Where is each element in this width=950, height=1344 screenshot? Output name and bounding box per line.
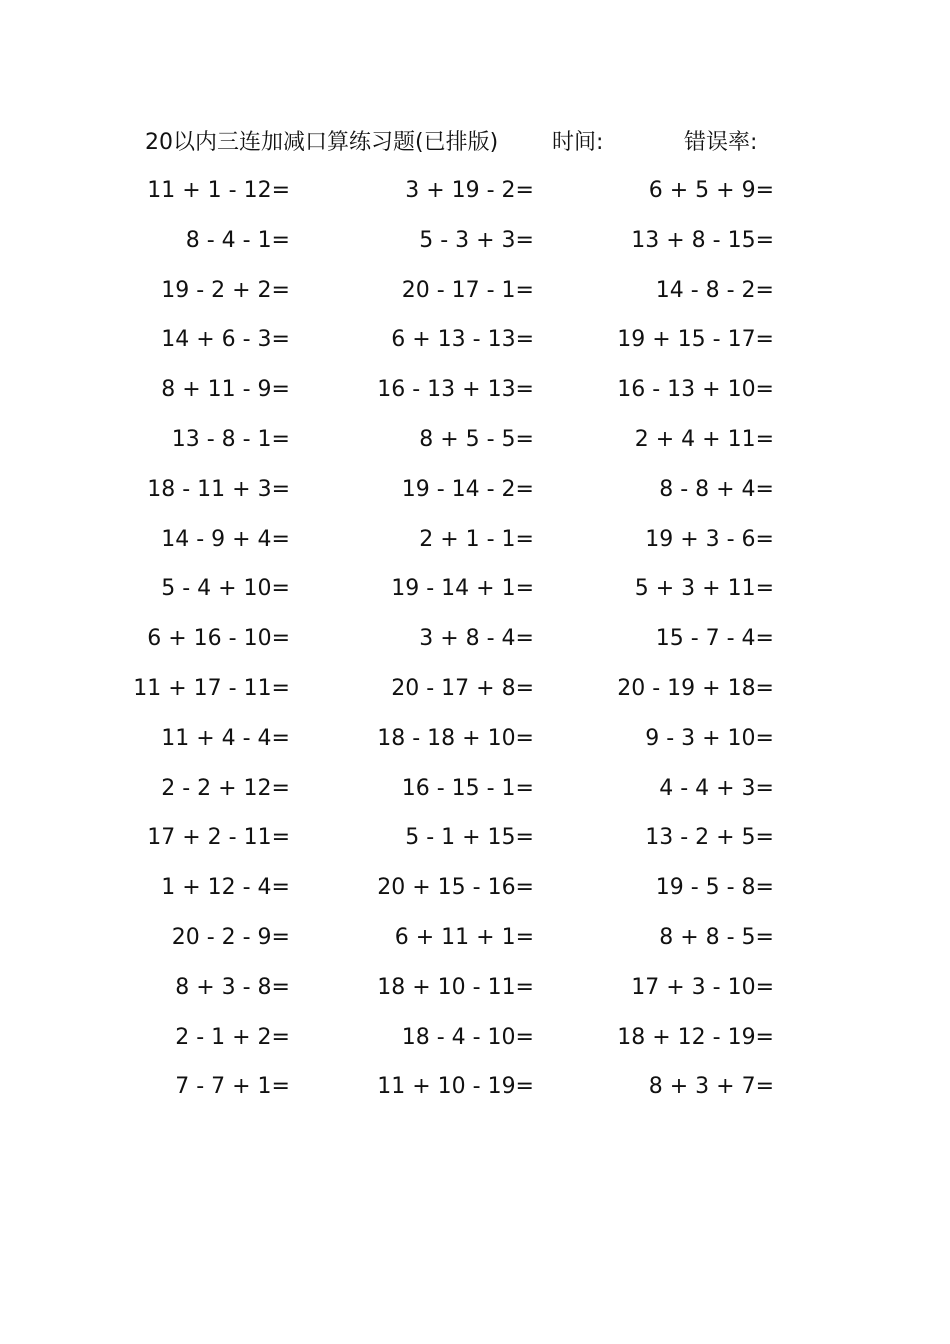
problem-item: 19 - 14 - 2= xyxy=(401,476,534,502)
problem-item: 7 - 7 + 1= xyxy=(175,1074,290,1100)
problem-item: 6 + 16 - 10= xyxy=(147,626,290,652)
problem-item: 9 - 3 + 10= xyxy=(645,725,774,751)
problem-item: 11 + 17 - 11= xyxy=(133,676,290,701)
problem-item: 18 - 4 - 10= xyxy=(401,1024,534,1050)
problem-item: 6 + 13 - 13= xyxy=(391,327,534,353)
problem-item: 3 + 19 - 2= xyxy=(405,178,534,203)
problem-item: 6 + 5 + 9= xyxy=(648,178,774,203)
worksheet-header xyxy=(0,126,950,160)
problem-item: 17 + 3 - 10= xyxy=(631,974,774,1000)
problem-item: 3 + 8 - 4= xyxy=(419,626,534,652)
problem-item: 16 - 13 + 10= xyxy=(617,377,774,403)
error-rate-label: 错误率: xyxy=(684,130,758,155)
problem-item: 19 + 3 - 6= xyxy=(645,526,774,552)
problem-item: 4 - 4 + 3= xyxy=(659,775,774,801)
problem-item: 5 - 3 + 3= xyxy=(419,227,534,253)
problem-item: 2 + 4 + 11= xyxy=(634,427,774,452)
problem-item: 20 - 17 - 1= xyxy=(401,277,534,303)
problem-item: 2 + 1 - 1= xyxy=(419,526,534,552)
problem-grid xyxy=(0,172,950,1172)
problem-item: 11 + 10 - 19= xyxy=(377,1074,534,1100)
problem-item: 14 - 9 + 4= xyxy=(161,526,290,552)
problem-item: 18 + 10 - 11= xyxy=(377,974,534,1000)
problem-item: 5 - 4 + 10= xyxy=(161,576,290,602)
problem-item: 13 - 2 + 5= xyxy=(645,825,774,851)
problem-item: 8 + 5 - 5= xyxy=(419,427,534,452)
problem-item: 20 + 15 - 16= xyxy=(377,875,534,901)
problem-item: 5 + 3 + 11= xyxy=(634,576,774,602)
problem-item: 18 - 18 + 10= xyxy=(377,725,534,751)
problem-item: 20 - 19 + 18= xyxy=(617,676,774,701)
problem-item: 18 - 11 + 3= xyxy=(147,476,290,502)
time-label: 时间: xyxy=(552,130,604,155)
problem-item: 1 + 12 - 4= xyxy=(161,875,290,901)
problem-item: 13 + 8 - 15= xyxy=(631,227,774,253)
worksheet-title: 20以内三连加减口算练习题(已排版) xyxy=(145,130,499,155)
problem-item: 14 - 8 - 2= xyxy=(655,277,774,303)
problem-item: 8 - 4 - 1= xyxy=(185,227,290,253)
problem-item: 5 - 1 + 15= xyxy=(405,825,534,851)
problem-item: 8 + 3 - 8= xyxy=(175,974,290,1000)
problem-item: 20 - 17 + 8= xyxy=(391,676,534,701)
problem-item: 17 + 2 - 11= xyxy=(147,825,290,851)
problem-item: 8 - 8 + 4= xyxy=(659,476,774,502)
problem-item: 6 + 11 + 1= xyxy=(394,925,534,950)
problem-item: 19 + 15 - 17= xyxy=(617,327,774,353)
problem-item: 19 - 2 + 2= xyxy=(161,277,290,303)
problem-item: 8 + 3 + 7= xyxy=(648,1074,774,1100)
problem-item: 15 - 7 - 4= xyxy=(655,626,774,652)
problem-item: 16 - 13 + 13= xyxy=(377,377,534,403)
problem-item: 14 + 6 - 3= xyxy=(161,327,290,353)
problem-item: 11 + 1 - 12= xyxy=(147,178,290,203)
problem-item: 16 - 15 - 1= xyxy=(401,775,534,801)
problem-item: 2 - 2 + 12= xyxy=(161,775,290,801)
problem-item: 13 - 8 - 1= xyxy=(171,427,290,452)
problem-item: 2 - 1 + 2= xyxy=(175,1024,290,1050)
problem-item: 8 + 11 - 9= xyxy=(161,377,290,403)
problem-item: 20 - 2 - 9= xyxy=(171,925,290,950)
problem-item: 11 + 4 - 4= xyxy=(161,725,290,751)
problem-item: 8 + 8 - 5= xyxy=(659,925,774,950)
problem-item: 19 - 5 - 8= xyxy=(655,875,774,901)
problem-item: 18 + 12 - 19= xyxy=(617,1024,774,1050)
problem-item: 19 - 14 + 1= xyxy=(391,576,534,602)
